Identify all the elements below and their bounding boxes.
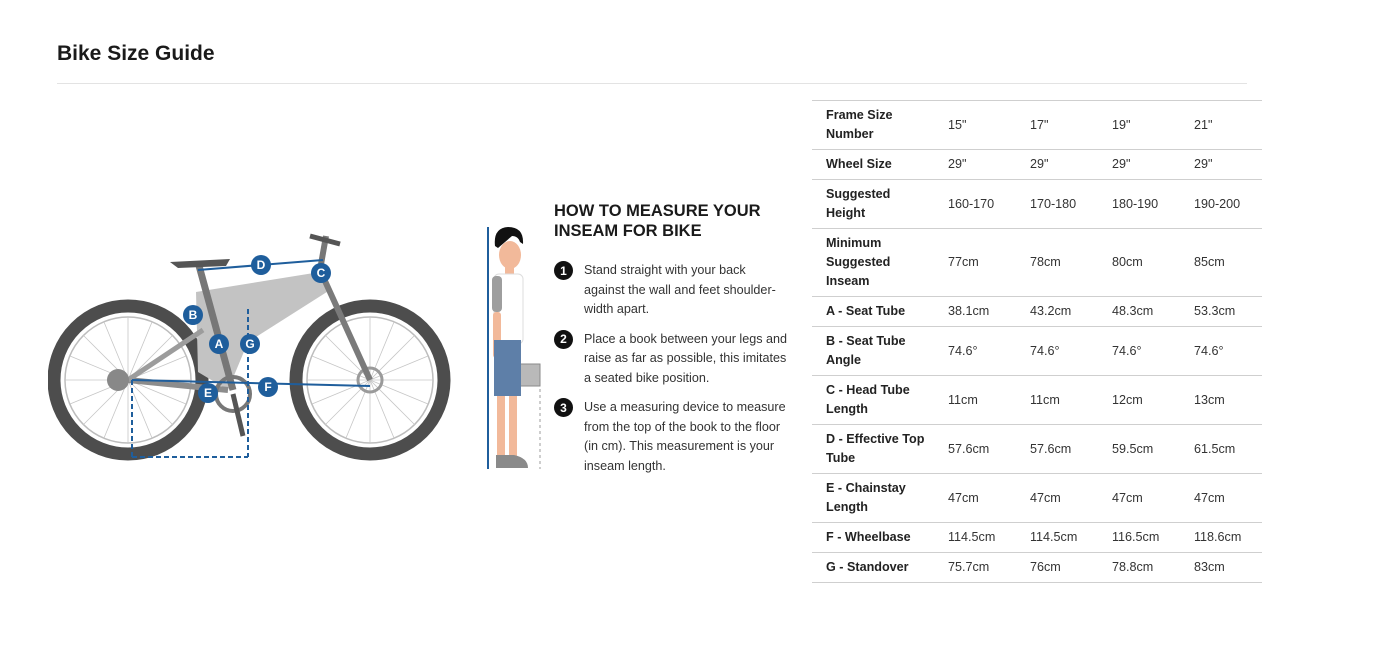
table-cell: 74.6° <box>1098 327 1180 376</box>
table-cell: 38.1cm <box>934 297 1016 327</box>
label-a-marker <box>209 334 229 354</box>
table-cell: 85cm <box>1180 229 1262 297</box>
row-label: Wheel Size <box>812 150 934 180</box>
size-chart-table <box>812 100 1262 583</box>
svg-text:A: A <box>214 337 224 351</box>
table-cell: 53.3cm <box>1180 297 1262 327</box>
svg-text:G: G <box>245 337 255 351</box>
bike-geometry-diagram <box>48 222 458 467</box>
table-cell: 17" <box>1016 101 1098 150</box>
svg-text:C: C <box>316 266 326 280</box>
row-label: G - Standover <box>812 553 934 583</box>
table-cell: 47cm <box>934 474 1016 523</box>
table-row <box>812 180 1262 229</box>
table-cell: 57.6cm <box>934 425 1016 474</box>
label-f-marker <box>258 377 278 397</box>
inseam-guide <box>554 201 789 486</box>
table-cell: 13cm <box>1180 376 1262 425</box>
table-cell: 43.2cm <box>1016 297 1098 327</box>
table-cell: 160-170 <box>934 180 1016 229</box>
table-cell: 47cm <box>1180 474 1262 523</box>
step-number-badge: 1 <box>554 261 573 280</box>
table-cell: 19" <box>1098 101 1180 150</box>
table-cell: 77cm <box>934 229 1016 297</box>
table-row <box>812 523 1262 553</box>
row-label: E - Chainstay Length <box>812 474 934 523</box>
table-cell: 80cm <box>1098 229 1180 297</box>
table-cell: 116.5cm <box>1098 523 1180 553</box>
step-number-badge: 2 <box>554 330 573 349</box>
table-cell: 78.8cm <box>1098 553 1180 583</box>
table-cell: 78cm <box>1016 229 1098 297</box>
svg-text:E: E <box>203 386 213 400</box>
table-cell: 76cm <box>1016 553 1098 583</box>
inseam-person-illustration <box>484 222 546 472</box>
table-cell: 59.5cm <box>1098 425 1180 474</box>
step-number-badge: 3 <box>554 398 573 417</box>
label-c-marker <box>311 263 331 283</box>
table-row <box>812 553 1262 583</box>
row-label: Frame Size Number <box>812 101 934 150</box>
inseam-step <box>554 398 789 476</box>
table-cell: 12cm <box>1098 376 1180 425</box>
table-cell: 190-200 <box>1180 180 1262 229</box>
table-cell: 15" <box>934 101 1016 150</box>
label-b-marker <box>183 305 203 325</box>
table-cell: 29" <box>1016 150 1098 180</box>
inseam-guide-title: HOW TO MEASURE YOUR INSEAM FOR BIKE <box>554 202 761 240</box>
table-row <box>812 101 1262 150</box>
row-label: B - Seat Tube Angle <box>812 327 934 376</box>
table-row <box>812 474 1262 523</box>
title-divider <box>57 83 1247 84</box>
label-g-marker <box>240 334 260 354</box>
table-cell: 114.5cm <box>934 523 1016 553</box>
step-text: Place a book between your legs and raise as far as possible, this imitates a seated bike position. <box>584 331 788 385</box>
row-label: Minimum Suggested Inseam <box>812 229 934 297</box>
inseam-step <box>554 330 789 389</box>
inseam-step <box>554 261 789 320</box>
table-row <box>812 297 1262 327</box>
table-cell: 11cm <box>1016 376 1098 425</box>
table-cell: 114.5cm <box>1016 523 1098 553</box>
svg-text:B: B <box>188 308 198 322</box>
table-row <box>812 150 1262 180</box>
svg-text:D: D <box>256 258 266 272</box>
row-label: C - Head Tube Length <box>812 376 934 425</box>
table-cell: 47cm <box>1016 474 1098 523</box>
table-cell: 57.6cm <box>1016 425 1098 474</box>
table-cell: 29" <box>1098 150 1180 180</box>
page-title: Bike Size Guide <box>57 42 215 65</box>
table-row <box>812 376 1262 425</box>
table-cell: 29" <box>934 150 1016 180</box>
table-cell: 118.6cm <box>1180 523 1262 553</box>
table-cell: 74.6° <box>1180 327 1262 376</box>
table-cell: 21" <box>1180 101 1262 150</box>
table-row <box>812 229 1262 297</box>
step-text: Stand straight with your back against the wall and feet shoulder-width apart. <box>584 263 776 316</box>
svg-text:F: F <box>264 380 272 394</box>
table-row <box>812 425 1262 474</box>
table-cell: 74.6° <box>1016 327 1098 376</box>
row-label: Suggested Height <box>812 180 934 229</box>
table-cell: 180-190 <box>1098 180 1180 229</box>
table-cell: 48.3cm <box>1098 297 1180 327</box>
row-label: F - Wheelbase <box>812 523 934 553</box>
label-e-marker <box>198 383 218 403</box>
table-cell: 29" <box>1180 150 1262 180</box>
table-cell: 61.5cm <box>1180 425 1262 474</box>
table-cell: 11cm <box>934 376 1016 425</box>
step-text: Use a measuring device to measure from the top of the book to the floor (in cm). This measurement is your inseam length. <box>584 400 786 473</box>
label-d-marker <box>251 255 271 275</box>
table-cell: 75.7cm <box>934 553 1016 583</box>
book-icon <box>520 364 540 386</box>
table-cell: 74.6° <box>934 327 1016 376</box>
table-cell: 83cm <box>1180 553 1262 583</box>
row-label: A - Seat Tube <box>812 297 934 327</box>
table-cell: 47cm <box>1098 474 1180 523</box>
table-cell: 170-180 <box>1016 180 1098 229</box>
row-label: D - Effective Top Tube <box>812 425 934 474</box>
table-row <box>812 327 1262 376</box>
